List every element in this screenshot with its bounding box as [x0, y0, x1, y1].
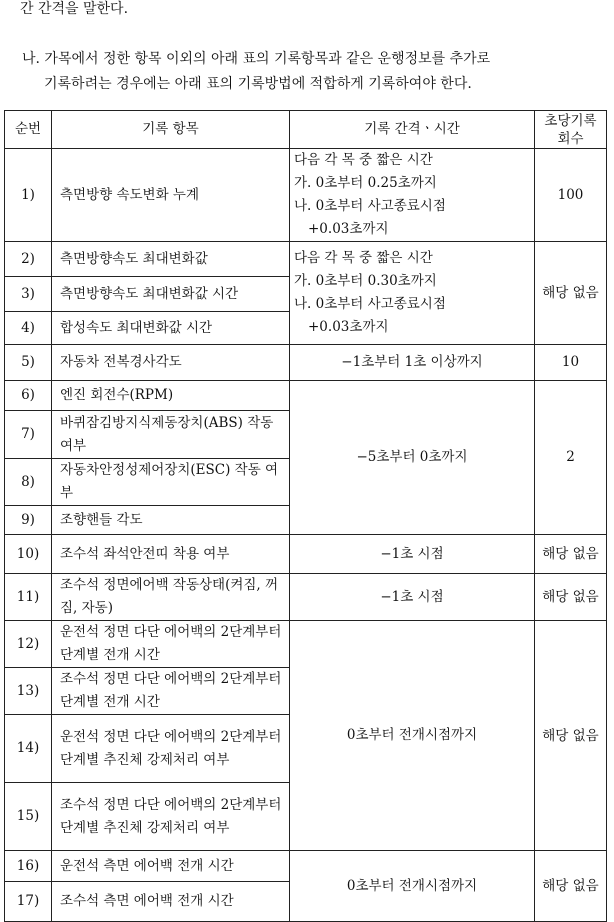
row-item: 운전석 정면 다단 에어백의 2단계부터 단계별 전개 시간 — [52, 621, 290, 668]
row-no: 14) — [5, 715, 52, 783]
rate-cell: 10 — [535, 345, 607, 381]
row-no: 7) — [5, 411, 52, 459]
row-item: 조수석 측면 에어백 전개 시간 — [52, 882, 290, 922]
row-no: 15) — [5, 783, 52, 851]
table-row — [5, 851, 607, 882]
table-row — [5, 381, 607, 411]
interval-group-1 — [290, 149, 535, 242]
row-item: 조수석 정면에어백 작동상태(켜짐, 꺼짐, 자동) — [52, 574, 290, 621]
interval-group-7: 0초부터 전개시점까지 — [290, 621, 535, 851]
row-no: 10) — [5, 535, 52, 574]
row-no: 12) — [5, 621, 52, 668]
intro-line-2: 나. 가목에서 정한 항목 이외의 아래 표의 기록항목과 같은 운행정보를 추가로 — [22, 51, 491, 67]
row-item: 조향핸들 각도 — [52, 506, 290, 535]
table-row — [5, 574, 607, 621]
interval-group-8: 0초부터 전개시점까지 — [290, 851, 535, 922]
header-no: 순번 — [5, 111, 52, 149]
row-item: 운전석 정면 다단 에어백의 2단계부터 단계별 추진체 강제처리 여부 — [52, 715, 290, 783]
row-no: 3) — [5, 277, 52, 312]
interval-line: 다음 각 목 중 짧은 시간 — [294, 250, 433, 266]
table-row — [5, 621, 607, 668]
row-no: 16) — [5, 851, 52, 882]
header-rate: 초당기록회수 — [535, 111, 607, 149]
record-items-table — [4, 110, 607, 922]
interval-group-3: −1초부터 1초 이상까지 — [290, 345, 535, 381]
row-no: 5) — [5, 345, 52, 381]
header-item: 기록 항목 — [52, 111, 290, 149]
intro-line-3: 기록하려는 경우에는 아래 표의 기록방법에 적합하게 기록하여야 한다. — [44, 76, 472, 92]
row-item: 바퀴잠김방지식제동장치(ABS) 작동 여부 — [52, 411, 290, 459]
interval-line: 나. 0초부터 사고종료시점 — [294, 198, 446, 214]
row-no: 2) — [5, 242, 52, 277]
row-no: 17) — [5, 882, 52, 922]
interval-group-2 — [290, 242, 535, 345]
rate-cell: 해당 없음 — [535, 574, 607, 621]
interval-line: 가. 0초부터 0.25초까지 — [294, 175, 437, 191]
intro-line-1: 간 간격을 말한다. — [20, 1, 129, 17]
interval-line: 다음 각 목 중 짧은 시간 — [294, 152, 433, 168]
row-item: 조수석 정면 다단 에어백의 2단계부터 단계별 전개 시간 — [52, 668, 290, 715]
interval-line: +0.03초까지 — [308, 221, 389, 237]
interval-group-6: −1초 시점 — [290, 574, 535, 621]
row-no: 1) — [5, 149, 52, 242]
rate-cell: 해당 없음 — [535, 535, 607, 574]
row-item: 조수석 좌석안전띠 착용 여부 — [52, 535, 290, 574]
interval-line: +0.03초까지 — [308, 319, 389, 335]
row-item: 조수석 정면 다단 에어백의 2단계부터 단계별 추진체 강제처리 여부 — [52, 783, 290, 851]
row-no: 4) — [5, 312, 52, 345]
row-no: 9) — [5, 506, 52, 535]
row-item: 자동차안정성제어장치(ESC) 작동 여부 — [52, 459, 290, 506]
rate-cell: 해당 없음 — [535, 851, 607, 922]
interval-group-4: −5초부터 0초까지 — [290, 381, 535, 535]
table-row — [5, 149, 607, 242]
table-row — [5, 242, 607, 277]
table-row — [5, 345, 607, 381]
row-no: 11) — [5, 574, 52, 621]
header-interval: 기록 간격ㆍ시간 — [290, 111, 535, 149]
interval-group-5: −1초 시점 — [290, 535, 535, 574]
row-item: 운전석 측면 에어백 전개 시간 — [52, 851, 290, 882]
rate-cell: 해당 없음 — [535, 621, 607, 851]
rate-cell: 해당 없음 — [535, 242, 607, 345]
row-no: 8) — [5, 459, 52, 506]
table-row — [5, 535, 607, 574]
row-no: 6) — [5, 381, 52, 411]
row-item: 측면방향속도 최대변화값 — [52, 242, 290, 277]
row-no: 13) — [5, 668, 52, 715]
interval-line: 가. 0초부터 0.30초까지 — [294, 273, 437, 289]
row-item: 측면방향속도 최대변화값 시간 — [52, 277, 290, 312]
rate-cell: 2 — [535, 381, 607, 535]
row-item: 합성속도 최대변화값 시간 — [52, 312, 290, 345]
row-item: 측면방향 속도변화 누계 — [52, 149, 290, 242]
interval-line: 나. 0초부터 사고종료시점 — [294, 296, 446, 312]
row-item: 엔진 회전수(RPM) — [52, 381, 290, 411]
row-item: 자동차 전복경사각도 — [52, 345, 290, 381]
table-header-row — [5, 111, 607, 149]
rate-cell: 100 — [535, 149, 607, 242]
